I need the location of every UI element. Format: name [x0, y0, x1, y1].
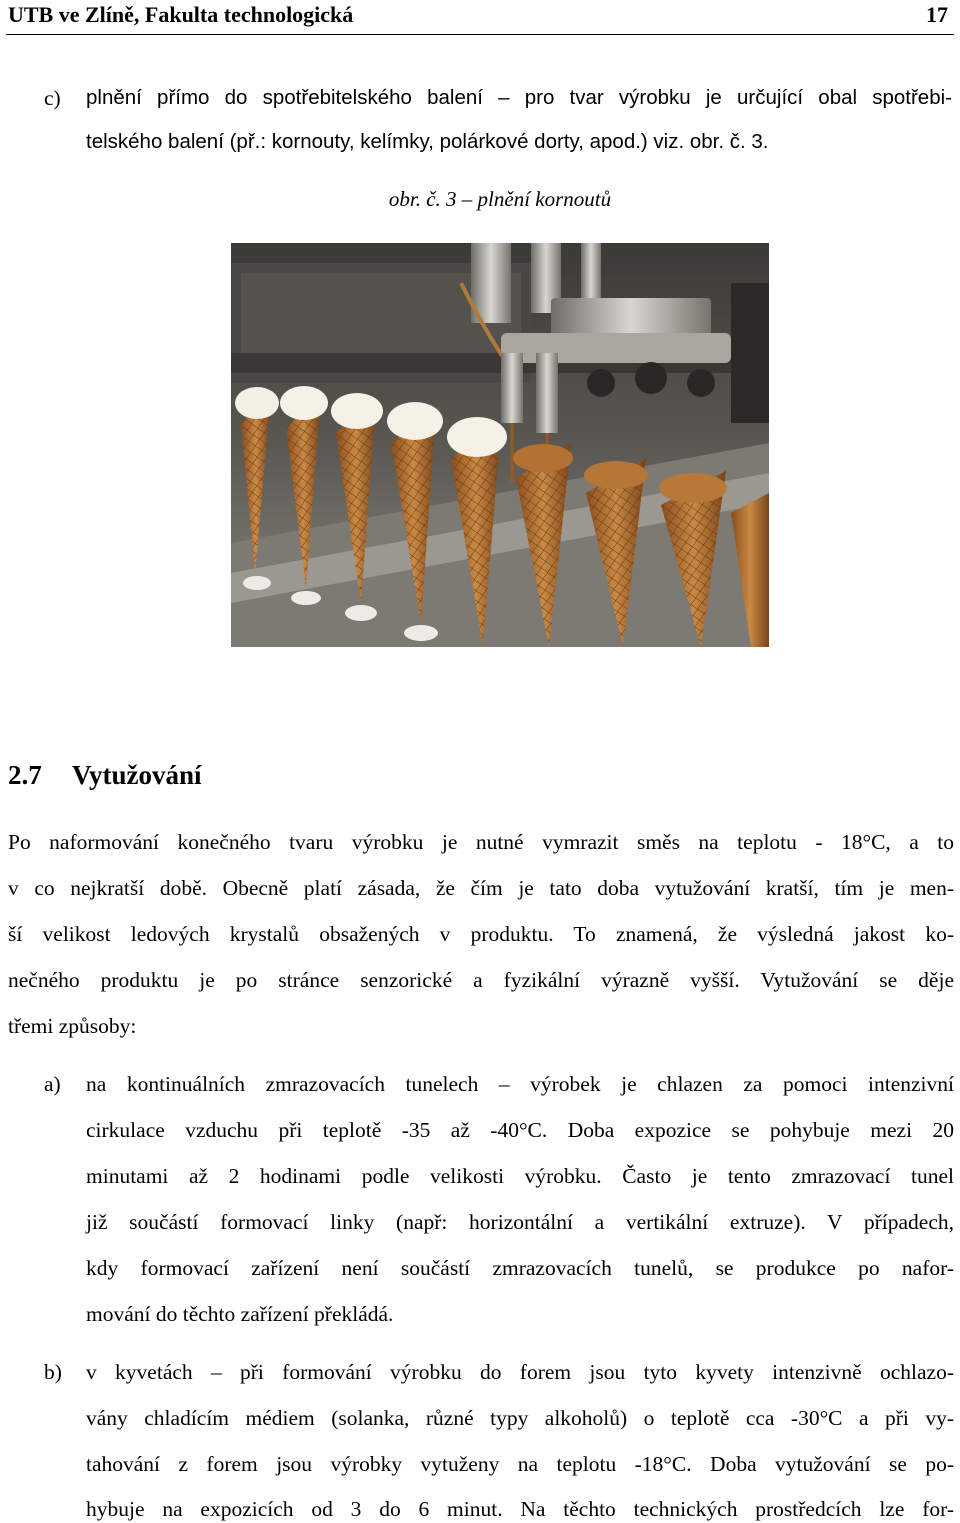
- list-marker: a): [44, 1072, 61, 1096]
- figure-photo-cone-filling: [231, 243, 769, 647]
- header-title: UTB ve Zlíně, Fakulta technologická: [8, 2, 354, 27]
- list-item-line: kdy formovací zařízení není součástí zmrazovacích tunelů, se produkce po nafor-: [86, 1256, 954, 1280]
- section-number: 2.7: [8, 760, 42, 790]
- list-item-line: hybuje na expozicích od 3 do 6 minut. Na těchto technických prostředcích lze for-: [86, 1497, 954, 1521]
- list-marker: b): [44, 1360, 62, 1384]
- paragraph-line: Po naformování konečného tvaru výrobku je nutné vymrazit směs na teplotu - 18°C, a to: [8, 830, 954, 854]
- paragraph-line: v co nejkratší době. Obecně platí zásada, že čím je tato doba vytužování kratší, tím je men-: [8, 876, 954, 900]
- figure-caption: obr. č. 3 – plnění kornoutů: [388, 187, 612, 211]
- paragraph-line: ší velikost ledových krystalů obsažených v produktu. To znamená, že výsledná jakost ko-: [8, 922, 954, 946]
- list-item-line: tahování z forem jsou výrobky vytuženy na teplotu -18°C. Doba vytužování se po-: [86, 1452, 954, 1476]
- list-item-line: minutami až 2 hodinami podle velikosti výrobku. Často je tento zmrazovací tunel: [86, 1164, 954, 1188]
- list-item-line: plnění přímo do spotřebitelského balení – pro tvar výrobku je určující obal spotřebi-: [86, 86, 952, 109]
- paragraph-line: třemi způsoby:: [8, 1014, 137, 1038]
- list-item-line: v kyvetách – při formování výrobku do forem jsou tyto kyvety intenzivně ochlazo-: [86, 1360, 954, 1384]
- section-title: Vytužování: [72, 760, 202, 790]
- list-marker: c): [44, 86, 61, 110]
- list-item-line: na kontinuálních zmrazovacích tunelech – výrobek je chlazen za pomoci intenzivní: [86, 1072, 954, 1096]
- list-item-line: již součástí formovací linky (např: horizontální a vertikální extruze). V případech,: [86, 1210, 954, 1234]
- paragraph-line: nečného produktu je po stránce senzorické a fyzikální výrazně vyšší. Vytužování se děje: [8, 968, 954, 992]
- list-item-line: mování do těchto zařízení překládá.: [86, 1302, 394, 1326]
- list-item-line: vány chladícím médiem (solanka, různé typy alkoholů) o teplotě cca -30°C a při vy-: [86, 1406, 954, 1430]
- list-item-line: cirkulace vzduchu při teplotě -35 až -40°C. Doba expozice se pohybuje mezi 20: [86, 1118, 954, 1142]
- section-heading: [8, 760, 202, 791]
- list-item-line: telského balení (př.: kornouty, kelímky, polárkové dorty, apod.) viz. obr. č. 3.: [86, 130, 769, 153]
- page-number: 17: [926, 2, 948, 27]
- page-header: [6, 0, 954, 35]
